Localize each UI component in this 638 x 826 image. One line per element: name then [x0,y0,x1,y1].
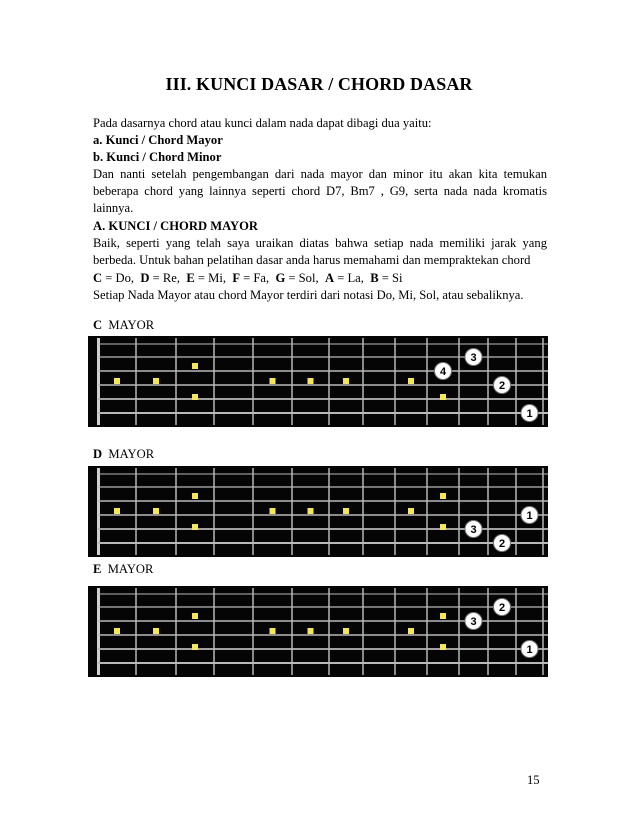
fret-inlay-dot [270,508,276,514]
fret-wire [252,468,254,555]
fret-inlay-dot [153,378,159,384]
fret-inlay-dot [192,363,198,369]
fret-inlay-dot [440,524,446,530]
finger-number: 2 [498,380,506,392]
list-item-a: a. Kunci / Chord Mayor [93,133,223,147]
fret-wire [175,468,177,555]
finger-position-3 [465,349,482,366]
fret-wire [213,588,215,675]
fretboard-e-major [88,586,548,677]
finger-number: 3 [470,524,477,536]
chord-label-d [93,447,154,462]
fret-inlay-dot [270,628,276,634]
fret-wire [213,338,215,425]
fret-inlay-dot [440,613,446,619]
fret-wire [328,468,330,555]
chord-label-e [93,562,153,577]
fret-wire [291,588,293,675]
fret-wire [362,588,364,675]
fret-wire [362,338,364,425]
note-letter: D [140,271,150,285]
note-name: Si [392,271,403,285]
list-item-b: b. Kunci / Chord Minor [93,150,222,164]
note-letter: A [324,271,335,285]
finger-number: 1 [526,644,533,656]
fret-inlay-dot [114,628,120,634]
fret-wire [394,338,396,425]
fret-wire [515,468,517,555]
fret-inlay-dot [408,378,414,384]
fretboard-c-major [88,336,548,427]
fret-wire [328,588,330,675]
fret-wire [252,338,254,425]
notes-block [93,270,547,304]
fret-inlay-dot [114,508,120,514]
fret-inlay-dot [270,378,276,384]
intro-line: Pada dasarnya chord atau kunci dalam nada dapat dibagi dua yaitu: [93,116,432,130]
fret-wire [458,468,460,555]
fret-wire [135,338,137,425]
fret-wire [394,468,396,555]
fret-inlay-dot [343,628,349,634]
fret-wire [135,588,137,675]
chord-suffix: MAYOR [108,318,155,332]
fret-wire [542,588,544,675]
note-mapping-c: C = Do [93,271,131,285]
section-a-heading: A. KUNCI / CHORD MAYOR [93,219,259,233]
fret-inlay-dot [153,628,159,634]
note-letter: C [93,271,103,285]
note-letter: B [370,271,379,285]
finger-position-1 [521,405,538,422]
fret-inlay-dot [440,394,446,400]
notes-mapping: C = Do, D = Re, E = Mi, F = Fa, G = Sol, A = La, B = Si [93,271,403,285]
note-mapping-d: D = Re [140,271,177,285]
fret-wire [487,338,489,425]
fret-inlay-dot [192,524,198,530]
chord-suffix: MAYOR [108,447,155,461]
fret-inlay-dot [192,493,198,499]
note-mapping-g: G = Sol [275,271,316,285]
note-name: Re [162,271,177,285]
fret-wire [458,338,460,425]
fret-inlay-dot [308,628,314,634]
finger-position-2 [494,599,511,616]
finger-position-3 [465,613,482,630]
chord-letter: D [93,447,103,461]
finger-position-2 [494,377,511,394]
fret-inlay-dot [153,508,159,514]
fret-inlay-dot [440,644,446,650]
note-mapping-e: E = Mi [186,271,223,285]
chord-suffix: MAYOR [107,562,154,576]
fret-wire [394,588,396,675]
note-letter: E [186,271,195,285]
section-a-paragraph: Baik, seperti yang telah saya uraikan diatas bahwa setiap nada memiliki jarak yang berbeda. Untuk bahan pelatihan dasar anda harus memahami dan mempraktekan chord [93,236,547,267]
notes-note: Setiap Nada Mayor atau chord Mayor terdiri dari notasi Do, Mi, Sol, atau sebaliknya. [93,288,524,302]
fretboard-d-major [88,466,548,557]
fret-wire [487,588,489,675]
fret-wire [426,588,428,675]
note-name: La [347,271,361,285]
note-name: Sol [298,271,316,285]
note-mapping-b: B = Si [370,271,403,285]
fret-wire [97,588,100,675]
finger-number: 2 [498,602,506,614]
fret-wire [291,338,293,425]
chord-letter: C [93,318,103,332]
fret-inlay-dot [408,508,414,514]
intro-block [93,115,547,217]
fret-wire [328,338,330,425]
note-name: Do [115,271,131,285]
fret-wire [515,338,517,425]
fret-inlay-dot [343,378,349,384]
fret-wire [97,468,100,555]
note-name: Mi [208,271,223,285]
page-number: 15 [527,773,540,787]
finger-number: 4 [439,366,447,378]
fret-inlay-dot [440,493,446,499]
fret-wire [458,588,460,675]
note-name: Fa [253,271,267,285]
fret-inlay-dot [408,628,414,634]
finger-position-3 [465,521,482,538]
finger-number: 1 [526,510,533,522]
fret-wire [213,468,215,555]
finger-position-1 [521,641,538,658]
fret-inlay-dot [114,378,120,384]
fret-wire [515,588,517,675]
page-title: III. KUNCI DASAR / CHORD DASAR [165,74,473,94]
fret-inlay-dot [192,613,198,619]
note-mapping-f: F = Fa [232,271,267,285]
fret-inlay-dot [192,644,198,650]
chord-letter: E [93,562,102,576]
finger-number: 3 [470,352,477,364]
fret-wire [542,338,544,425]
finger-position-2 [494,535,511,552]
note-letter: F [232,271,241,285]
note-letter: G [275,271,286,285]
finger-position-1 [521,507,538,524]
finger-number: 3 [470,616,477,628]
chord-label-c [93,318,154,333]
fret-wire [175,338,177,425]
fret-inlay-dot [308,508,314,514]
fret-wire [135,468,137,555]
fret-inlay-dot [308,378,314,384]
intro-paragraph: Dan nanti setelah pengembangan dari nada mayor dan minor itu akan kita temukan beberapa chord yang lainnya seperti chord D7, Bm7 , G9, serta nada nada kromatis lainnya. [93,167,547,215]
note-mapping-a: A = La [324,271,361,285]
fret-wire [291,468,293,555]
finger-number: 1 [526,408,533,420]
finger-number: 2 [498,538,506,550]
fret-wire [97,338,100,425]
fret-inlay-dot [343,508,349,514]
section-a [93,218,547,269]
fret-wire [487,468,489,555]
fret-inlay-dot [192,394,198,400]
fret-wire [542,468,544,555]
finger-position-4 [435,363,452,380]
fret-wire [362,468,364,555]
fret-wire [426,338,428,425]
fret-wire [175,588,177,675]
fret-wire [426,468,428,555]
fret-wire [252,588,254,675]
